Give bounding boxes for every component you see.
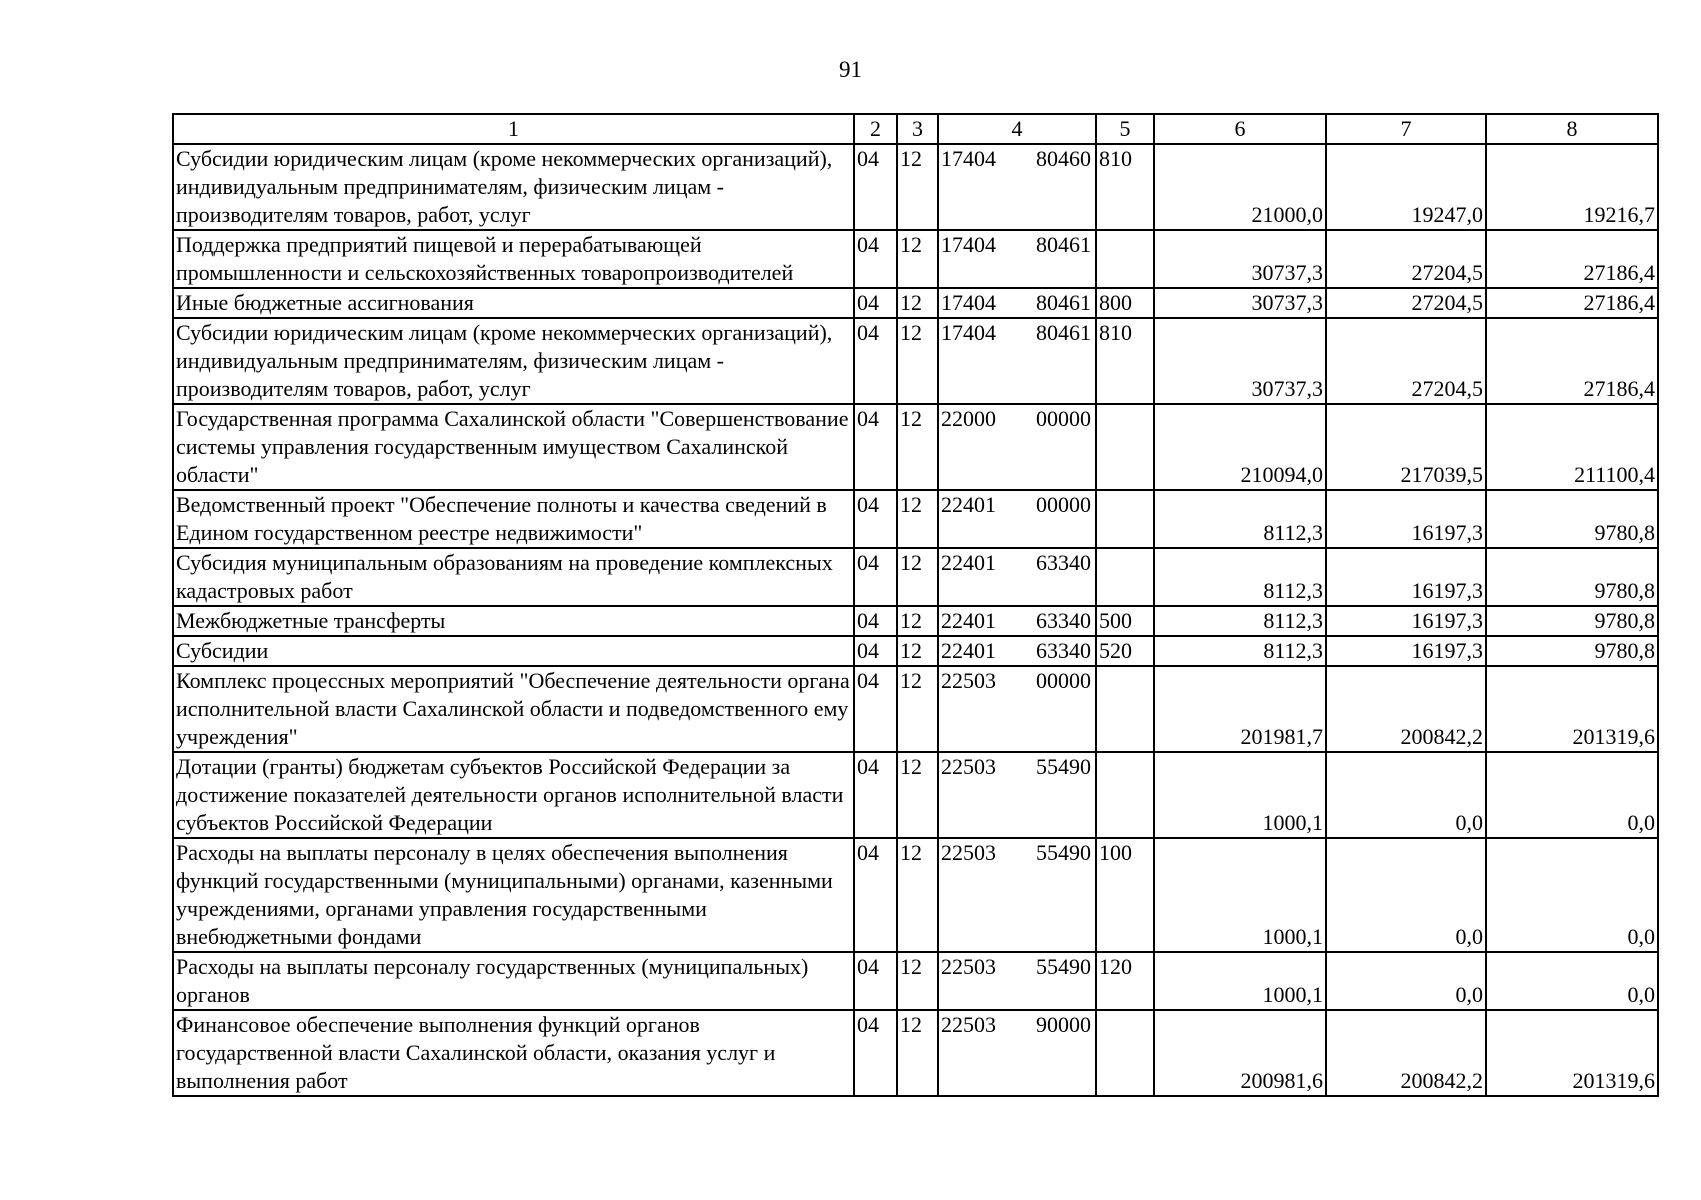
expense-type-cell (1096, 1010, 1154, 1096)
amount-col-6-cell: 1000,1 (1154, 952, 1326, 1010)
amount-col-8-cell: 0,0 (1486, 952, 1658, 1010)
table-row (173, 952, 1658, 1010)
amount-col-7-cell: 217039,5 (1326, 404, 1486, 490)
target-article-direction: 63340 (1036, 550, 1091, 575)
expense-type-cell: 810 (1096, 144, 1154, 230)
header-cell-8: 8 (1486, 114, 1658, 144)
table-row (173, 404, 1658, 490)
section-code-cell: 04 (854, 838, 897, 952)
target-article-direction: 90000 (1036, 1012, 1091, 1037)
amount-col-8-cell: 9780,8 (1486, 606, 1658, 636)
amount-col-6-cell: 8112,3 (1154, 548, 1326, 606)
amount-col-8-cell: 201319,6 (1486, 1010, 1658, 1096)
target-article-direction: 63340 (1036, 638, 1091, 663)
target-article-cell (938, 606, 1096, 636)
amount-col-7-cell: 27204,5 (1326, 230, 1486, 288)
row-name-cell: Субсидии (173, 636, 854, 666)
expense-type-cell: 810 (1096, 318, 1154, 404)
amount-col-7-cell: 200842,2 (1326, 666, 1486, 752)
target-article-direction: 80461 (1036, 290, 1091, 315)
target-article-program: 22503 (941, 954, 996, 979)
target-article-cell (938, 144, 1096, 230)
target-article-program: 22503 (941, 668, 996, 693)
target-article-program: 22000 (941, 406, 996, 431)
target-article-direction: 80461 (1036, 320, 1091, 345)
table-row (173, 636, 1658, 666)
amount-col-8-cell: 201319,6 (1486, 666, 1658, 752)
expense-type-cell (1096, 752, 1154, 838)
target-article-cell (938, 952, 1096, 1010)
section-code-cell: 04 (854, 230, 897, 288)
subsection-code-cell: 12 (897, 606, 938, 636)
amount-col-7-cell: 0,0 (1326, 952, 1486, 1010)
amount-col-7-cell: 16197,3 (1326, 636, 1486, 666)
expense-type-cell (1096, 404, 1154, 490)
row-name-cell: Межбюджетные трансферты (173, 606, 854, 636)
header-row (173, 114, 1658, 144)
target-article-cell (938, 288, 1096, 318)
header-cell-6: 6 (1154, 114, 1326, 144)
amount-col-6-cell: 210094,0 (1154, 404, 1326, 490)
amount-col-8-cell: 0,0 (1486, 752, 1658, 838)
row-name-cell: Расходы на выплаты персоналу государственных (муниципальных) органов (173, 952, 854, 1010)
amount-col-8-cell: 9780,8 (1486, 636, 1658, 666)
table-row (173, 288, 1658, 318)
amount-col-6-cell: 201981,7 (1154, 666, 1326, 752)
section-code-cell: 04 (854, 1010, 897, 1096)
expense-type-cell (1096, 490, 1154, 548)
target-article-cell (938, 666, 1096, 752)
target-article-cell (938, 404, 1096, 490)
target-article-cell (938, 490, 1096, 548)
budget-table (172, 113, 1659, 1097)
amount-col-7-cell: 16197,3 (1326, 606, 1486, 636)
amount-col-7-cell: 19247,0 (1326, 144, 1486, 230)
target-article-program: 22401 (941, 492, 996, 517)
expense-type-cell: 520 (1096, 636, 1154, 666)
expense-type-cell: 120 (1096, 952, 1154, 1010)
target-article-program: 22503 (941, 840, 996, 865)
target-article-cell (938, 230, 1096, 288)
amount-col-6-cell: 200981,6 (1154, 1010, 1326, 1096)
amount-col-8-cell: 9780,8 (1486, 490, 1658, 548)
section-code-cell: 04 (854, 490, 897, 548)
table-row (173, 606, 1658, 636)
subsection-code-cell: 12 (897, 666, 938, 752)
amount-col-7-cell: 27204,5 (1326, 288, 1486, 318)
row-name-cell: Дотации (гранты) бюджетам субъектов Российской Федерации за достижение показателей деятельности органов исполнительной власти субъектов Российской Федерации (173, 752, 854, 838)
amount-col-7-cell: 27204,5 (1326, 318, 1486, 404)
header-cell-7: 7 (1326, 114, 1486, 144)
target-article-cell (938, 318, 1096, 404)
target-article-program: 17404 (941, 232, 996, 257)
amount-col-8-cell: 27186,4 (1486, 230, 1658, 288)
target-article-direction: 00000 (1036, 406, 1091, 431)
subsection-code-cell: 12 (897, 636, 938, 666)
table-row (173, 318, 1658, 404)
row-name-cell: Субсидии юридическим лицам (кроме некоммерческих организаций), индивидуальным предпринимателям, физическим лицам - производителям товаров, работ, услуг (173, 318, 854, 404)
subsection-code-cell: 12 (897, 838, 938, 952)
target-article-program: 17404 (941, 290, 996, 315)
row-name-cell: Субсидии юридическим лицам (кроме некоммерческих организаций), индивидуальным предпринимателям, физическим лицам - производителям товаров, работ, услуг (173, 144, 854, 230)
row-name-cell: Субсидия муниципальным образованиям на проведение комплексных кадастровых работ (173, 548, 854, 606)
row-name-cell: Расходы на выплаты персоналу в целях обеспечения выполнения функций государственными (муниципальными) органами, казенными учреждениями, органами управления государственными внебюджетными фондами (173, 838, 854, 952)
table-row (173, 838, 1658, 952)
expense-type-cell: 100 (1096, 838, 1154, 952)
section-code-cell: 04 (854, 288, 897, 318)
subsection-code-cell: 12 (897, 1010, 938, 1096)
subsection-code-cell: 12 (897, 230, 938, 288)
amount-col-6-cell: 8112,3 (1154, 606, 1326, 636)
target-article-direction: 00000 (1036, 492, 1091, 517)
section-code-cell: 04 (854, 952, 897, 1010)
row-name-cell: Комплекс процессных мероприятий "Обеспечение деятельности органа исполнительной власти Сахалинской области и подведомственного ему учреждения" (173, 666, 854, 752)
amount-col-8-cell: 9780,8 (1486, 548, 1658, 606)
target-article-program: 22503 (941, 1012, 996, 1037)
subsection-code-cell: 12 (897, 144, 938, 230)
amount-col-7-cell: 16197,3 (1326, 490, 1486, 548)
amount-col-6-cell: 21000,0 (1154, 144, 1326, 230)
target-article-direction: 80461 (1036, 232, 1091, 257)
target-article-cell (938, 838, 1096, 952)
section-code-cell: 04 (854, 606, 897, 636)
target-article-program: 22401 (941, 608, 996, 633)
table-row (173, 548, 1658, 606)
target-article-direction: 63340 (1036, 608, 1091, 633)
subsection-code-cell: 12 (897, 952, 938, 1010)
amount-col-7-cell: 0,0 (1326, 838, 1486, 952)
target-article-program: 22503 (941, 754, 996, 779)
amount-col-8-cell: 27186,4 (1486, 288, 1658, 318)
target-article-program: 17404 (941, 146, 996, 171)
target-article-direction: 80460 (1036, 146, 1091, 171)
amount-col-7-cell: 16197,3 (1326, 548, 1486, 606)
target-article-cell (938, 1010, 1096, 1096)
amount-col-8-cell: 0,0 (1486, 838, 1658, 952)
header-cell-3: 3 (897, 114, 938, 144)
table-body (173, 144, 1658, 1096)
section-code-cell: 04 (854, 144, 897, 230)
expense-type-cell (1096, 230, 1154, 288)
amount-col-6-cell: 1000,1 (1154, 838, 1326, 952)
target-article-direction: 55490 (1036, 954, 1091, 979)
amount-col-8-cell: 27186,4 (1486, 318, 1658, 404)
target-article-direction: 55490 (1036, 754, 1091, 779)
row-name-cell: Поддержка предприятий пищевой и перерабатывающей промышленности и сельскохозяйственных товаропроизводителей (173, 230, 854, 288)
expense-type-cell (1096, 548, 1154, 606)
row-name-cell: Государственная программа Сахалинской области "Совершенствование системы управления государственным имуществом Сахалинской области" (173, 404, 854, 490)
table-row (173, 1010, 1658, 1096)
section-code-cell: 04 (854, 752, 897, 838)
target-article-program: 22401 (941, 638, 996, 663)
subsection-code-cell: 12 (897, 288, 938, 318)
amount-col-8-cell: 211100,4 (1486, 404, 1658, 490)
target-article-cell (938, 548, 1096, 606)
header-cell-4: 4 (938, 114, 1096, 144)
amount-col-6-cell: 30737,3 (1154, 230, 1326, 288)
amount-col-6-cell: 30737,3 (1154, 318, 1326, 404)
expense-type-cell: 500 (1096, 606, 1154, 636)
amount-col-6-cell: 30737,3 (1154, 288, 1326, 318)
row-name-cell: Ведомственный проект "Обеспечение полноты и качества сведений в Едином государственном реестре недвижимости" (173, 490, 854, 548)
header-cell-1: 1 (173, 114, 854, 144)
amount-col-6-cell: 8112,3 (1154, 490, 1326, 548)
subsection-code-cell: 12 (897, 318, 938, 404)
header-cell-2: 2 (854, 114, 897, 144)
section-code-cell: 04 (854, 666, 897, 752)
target-article-cell (938, 752, 1096, 838)
subsection-code-cell: 12 (897, 752, 938, 838)
target-article-program: 22401 (941, 550, 996, 575)
table-row (173, 490, 1658, 548)
amount-col-7-cell: 0,0 (1326, 752, 1486, 838)
expense-type-cell (1096, 666, 1154, 752)
header-cell-5: 5 (1096, 114, 1154, 144)
expense-type-cell: 800 (1096, 288, 1154, 318)
target-article-cell (938, 636, 1096, 666)
target-article-program: 17404 (941, 320, 996, 345)
amount-col-6-cell: 1000,1 (1154, 752, 1326, 838)
row-name-cell: Финансовое обеспечение выполнения функций органов государственной власти Сахалинской области, оказания услуг и выполнения работ (173, 1010, 854, 1096)
page-number: 91 (839, 57, 862, 82)
subsection-code-cell: 12 (897, 548, 938, 606)
table-row (173, 752, 1658, 838)
section-code-cell: 04 (854, 636, 897, 666)
target-article-direction: 55490 (1036, 840, 1091, 865)
table-row (173, 666, 1658, 752)
section-code-cell: 04 (854, 404, 897, 490)
row-name-cell: Иные бюджетные ассигнования (173, 288, 854, 318)
subsection-code-cell: 12 (897, 490, 938, 548)
table-row (173, 230, 1658, 288)
amount-col-6-cell: 8112,3 (1154, 636, 1326, 666)
section-code-cell: 04 (854, 548, 897, 606)
amount-col-7-cell: 200842,2 (1326, 1010, 1486, 1096)
target-article-direction: 00000 (1036, 668, 1091, 693)
table-row (173, 144, 1658, 230)
subsection-code-cell: 12 (897, 404, 938, 490)
amount-col-8-cell: 19216,7 (1486, 144, 1658, 230)
section-code-cell: 04 (854, 318, 897, 404)
